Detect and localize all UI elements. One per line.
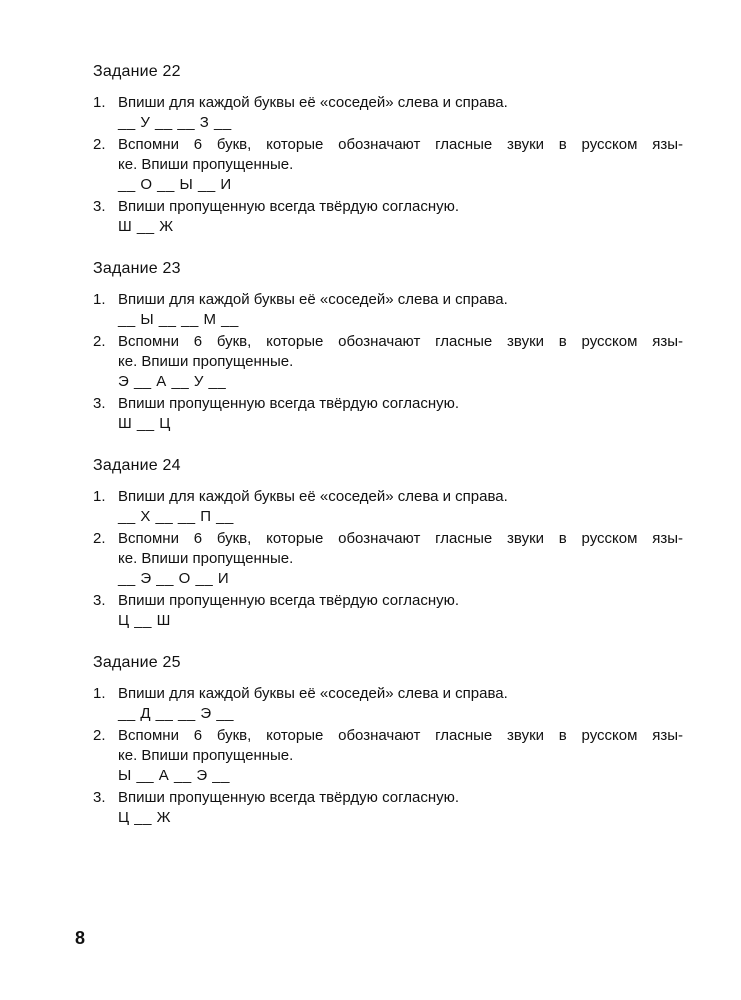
answer-blanks: __ У __ __ З __ xyxy=(118,114,232,131)
question-3 xyxy=(93,788,683,828)
task-title: Задание 22 xyxy=(93,63,181,80)
task-22 xyxy=(93,62,683,237)
answer-blanks: Ц __ Ж xyxy=(118,809,171,826)
question-text: Впиши для каждой буквы её «соседей» слева и справа. xyxy=(118,291,508,308)
question-text: Впиши пропущенную всегда твёрдую согласную. xyxy=(118,592,460,609)
page-number: 8 xyxy=(75,928,86,948)
question-text: Вспомни 6 букв, которые обозначают гласные звуки в русском язы- xyxy=(118,333,683,350)
answer-blanks: __ О __ Ы __ И xyxy=(118,176,232,193)
question-text: Вспомни 6 букв, которые обозначают гласные звуки в русском язы- xyxy=(118,136,683,153)
task-23 xyxy=(93,259,683,434)
question-text-continued: ке. Впиши пропущенные. xyxy=(118,353,294,370)
question-2 xyxy=(93,529,683,589)
question-2 xyxy=(93,332,683,392)
question-text: Вспомни 6 букв, которые обозначают гласные звуки в русском язы- xyxy=(118,530,683,547)
answer-blanks: Ы __ А __ Э __ xyxy=(118,767,230,784)
question-2 xyxy=(93,726,683,786)
question-text: Впиши для каждой буквы её «соседей» слева и справа. xyxy=(118,94,508,111)
answer-blanks: __ Д __ __ Э __ xyxy=(118,705,235,722)
question-text: Впиши для каждой буквы её «соседей» слева и справа. xyxy=(118,488,508,505)
question-text: Впиши пропущенную всегда твёрдую согласную. xyxy=(118,789,460,806)
question-text: Впиши пропущенную всегда твёрдую согласную. xyxy=(118,395,460,412)
task-25 xyxy=(93,653,683,828)
task-title: Задание 23 xyxy=(93,260,181,277)
answer-blanks: Э __ А __ У __ xyxy=(118,373,227,390)
question-3 xyxy=(93,394,683,434)
question-1 xyxy=(93,290,683,330)
question-text: Вспомни 6 букв, которые обозначают гласные звуки в русском язы- xyxy=(118,727,683,744)
task-title: Задание 25 xyxy=(93,654,181,671)
answer-blanks: __ Ы __ __ М __ xyxy=(118,311,239,328)
question-1 xyxy=(93,684,683,724)
question-text: Впиши для каждой буквы её «соседей» слева и справа. xyxy=(118,685,508,702)
question-number: 3. xyxy=(93,789,106,806)
question-number: 2. xyxy=(93,530,106,547)
answer-blanks: Ц __ Ш xyxy=(118,612,171,629)
question-text: Впиши пропущенную всегда твёрдую согласную. xyxy=(118,198,460,215)
question-text-continued: ке. Впиши пропущенные. xyxy=(118,156,294,173)
question-1 xyxy=(93,487,683,527)
question-3 xyxy=(93,591,683,631)
answer-blanks: Ш __ Ж xyxy=(118,218,174,235)
question-1 xyxy=(93,93,683,133)
question-number: 1. xyxy=(93,685,106,702)
question-2 xyxy=(93,135,683,195)
question-number: 3. xyxy=(93,395,106,412)
task-24 xyxy=(93,456,683,631)
answer-blanks: __ Э __ О __ И xyxy=(118,570,230,587)
question-number: 3. xyxy=(93,592,106,609)
question-text-continued: ке. Впиши пропущенные. xyxy=(118,747,294,764)
question-text-continued: ке. Впиши пропущенные. xyxy=(118,550,294,567)
question-number: 1. xyxy=(93,291,106,308)
question-number: 3. xyxy=(93,198,106,215)
question-number: 2. xyxy=(93,333,106,350)
question-number: 2. xyxy=(93,727,106,744)
question-number: 1. xyxy=(93,94,106,111)
answer-blanks: Ш __ Ц xyxy=(118,415,171,432)
question-number: 1. xyxy=(93,488,106,505)
answer-blanks: __ Х __ __ П __ xyxy=(118,508,234,525)
task-title: Задание 24 xyxy=(93,457,181,474)
question-number: 2. xyxy=(93,136,106,153)
question-3 xyxy=(93,197,683,237)
